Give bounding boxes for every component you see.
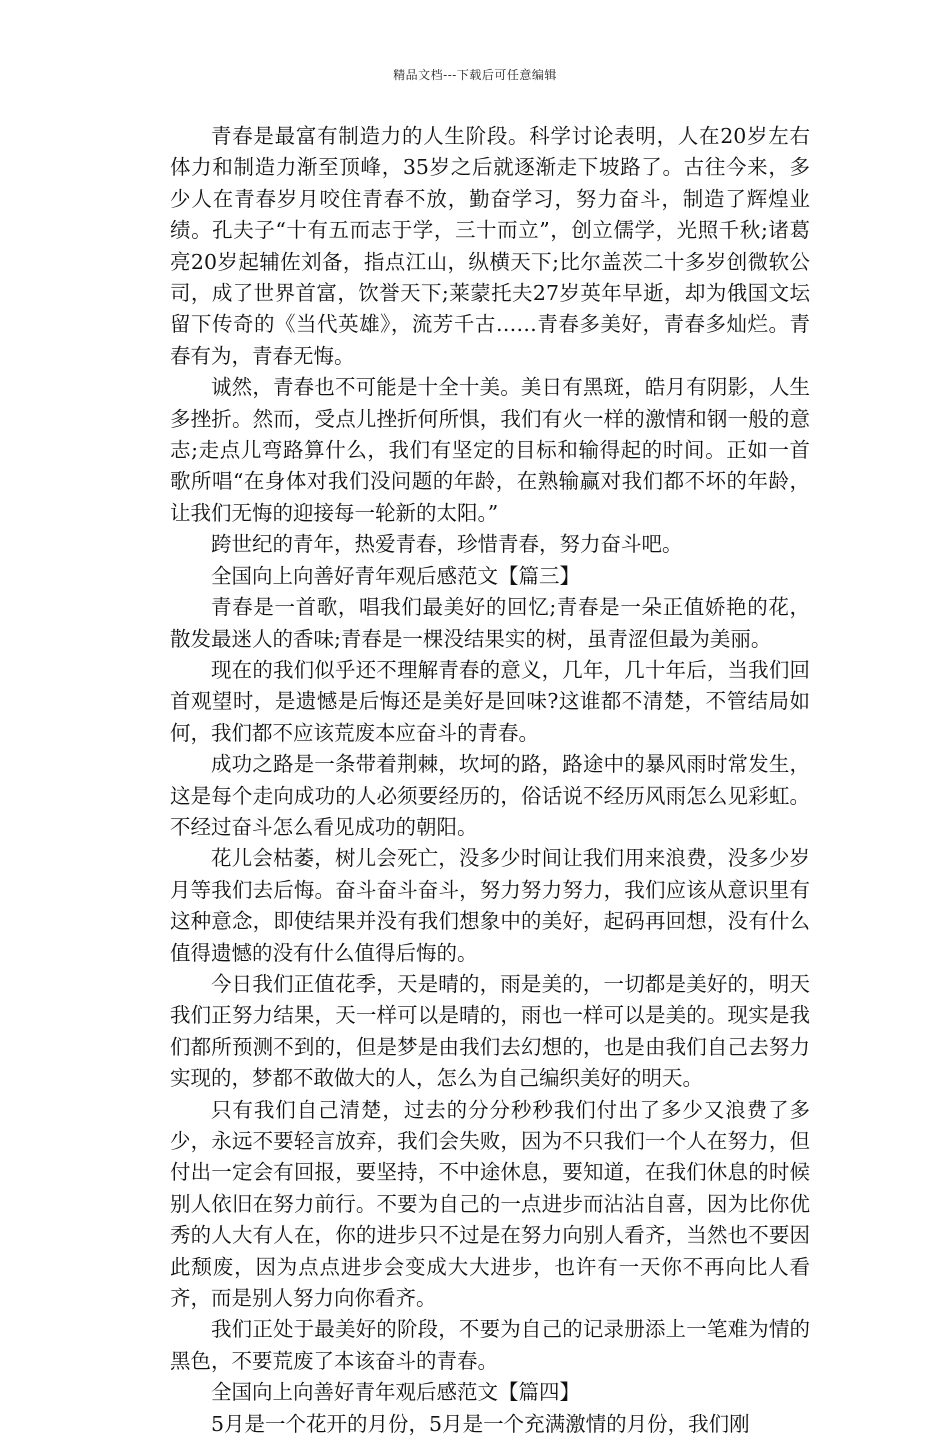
paragraph: 今日我们正值花季，天是晴的，雨是美的，一切都是美好的，明天我们正努力结果，天一样可以是晴的，雨也一样可以是美的。现实是我们都所预测不到的，但是梦是由我们去幻想的，也是由我们自己去努力实现的，梦都不敢做大的人，怎么为自己编织美好的明天。 bbox=[170, 971, 810, 1091]
paragraph: 现在的我们似乎还不理解青春的意义，几年，几十年后，当我们回首观望时，是遗憾是后悔还是美好是回味?这谁都不清楚，不管结局如何，我们都不应该荒废本应奋斗的青春。 bbox=[170, 657, 810, 745]
paragraph: 花儿会枯萎，树儿会死亡，没多少时间让我们用来浪费，没多少岁月等我们去后悔。奋斗奋斗奋斗，努力努力努力，我们应该从意识里有这种意念，即使结果并没有我们想象中的美好，起码再回想，没有什么值得遗憾的没有什么值得后悔的。 bbox=[170, 846, 810, 965]
paragraph: 成功之路是一条带着荆棘，坎坷的路，路途中的暴风雨时常发生，这是每个走向成功的人必须要经历的，俗话说不经历风雨怎么见彩虹。不经过奋斗怎么看见成功的朝阳。 bbox=[170, 752, 810, 839]
document-body bbox=[170, 121, 810, 1440]
paragraph: 我们正处于最美好的阶段，不要为自己的记录册添上一笔难为情的黑色，不要荒废了本该奋斗的青春。 bbox=[170, 1317, 810, 1373]
section-heading: 全国向上向善好青年观后感范文【篇四】 bbox=[211, 1380, 580, 1405]
section-heading: 全国向上向善好青年观后感范文【篇三】 bbox=[211, 563, 580, 588]
paragraph: 跨世纪的青年，热爱青春，珍惜青春，努力奋斗吧。 bbox=[211, 532, 683, 557]
page-header: 精品文档---下载后可任意编辑 bbox=[393, 68, 557, 82]
paragraph: 5月是一个花开的月份，5月是一个充满激情的月份，我们刚 bbox=[211, 1411, 750, 1436]
paragraph: 只有我们自己清楚，过去的分分秒秒我们付出了多少又浪费了多少，永远不要轻言放弃，我们会失败，因为不只我们一个人在努力，但付出一定会有回报，要坚持，不中途休息，要知道，在我们休息的时候别人依旧在努力前行。不要为自己的一点进步而沾沾自喜，因为比你优秀的人大有人在，你的进步只不过是在努力向别人看齐，当然也不要因此颓废，因为点点进步会变成大大进步，也许有一天你不再向比人看齐，而是别人努力向你看齐。 bbox=[170, 1097, 810, 1311]
paragraph: 诚然，青春也不可能是十全十美。美日有黑斑，皓月有阴影，人生多挫折。然而，受点儿挫折何所惧，我们有火一样的激情和钢一般的意志;走点儿弯路算什么，我们有坚定的目标和输得起的时间。正如一首歌所唱“在身体对我们没问题的年龄，在熟输赢对我们都不坏的年龄，让我们无悔的迎接每一轮新的太阳。” bbox=[170, 375, 810, 525]
paragraph: 青春是一首歌，唱我们最美好的回忆;青春是一朵正值娇艳的花，散发最迷人的香味;青春是一棵没结果实的树，虽青涩但最为美丽。 bbox=[170, 595, 810, 651]
paragraph: 青春是最富有制造力的人生阶段。科学讨论表明，人在20岁左右体力和制造力渐至顶峰，35岁之后就逐渐走下坡路了。古往今来，多少人在青春岁月咬住青春不放，勤奋学习，努力奋斗，制造了辉煌业绩。孔夫子“十有五而志于学，三十而立”，创立儒学，光照千秋;诸葛亮20岁起辅佐刘备，指点江山，纵横天下;比尔盖茨二十多岁创微软公司，成了世界首富，饮誉天下;莱蒙托夫27岁英年早逝，却为俄国文坛留下传奇的《当代英雄》，流芳千古……青春多美好，青春多灿烂。青春有为，青春无悔。 bbox=[170, 124, 810, 368]
